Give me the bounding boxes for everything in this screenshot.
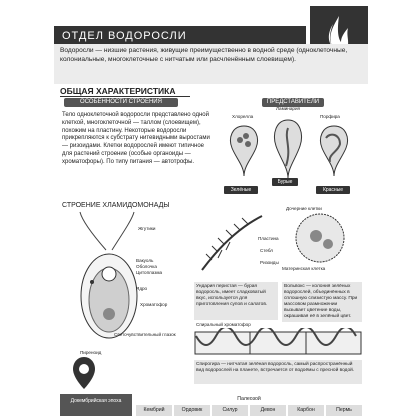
spirogyra-text: Спирогира — нитчатая зелёная водоросль, самый распространённый вид водорослей на планете, встречается от водоёмы с пресной водой. [194, 360, 362, 384]
features-label: ОСОБЕННОСТИ СТРОЕНИЯ [64, 98, 178, 107]
representatives-drawing [226, 118, 376, 188]
rep-name-0: Хлорелла [232, 114, 254, 119]
chlamydomonas-drawing [62, 210, 172, 350]
chl-label-1: Вакуоль [136, 258, 154, 263]
period-2: Силур [212, 405, 248, 416]
period-4: Карбон [288, 405, 324, 416]
page-title: ОТДЕЛ ВОДОРОСЛИ [54, 26, 306, 46]
features-text: Тело одноклеточной водоросли представлено одной клеткой, многоклеточной — таллом (слоевищем), похожим на пластину. Некоторые водоросли прикрепляются к субстрату нитевидными выростами — ризоидами. Клетки водорослей имеют типичное для растений строение (особые органоиды — хроматофоры). По типу питания — автотрофы. [62, 112, 210, 165]
location-pin-icon [72, 356, 96, 390]
chlamydomonas-title: СТРОЕНИЕ ХЛАМИДОМОНАДЫ [62, 202, 170, 209]
period-3: Девон [250, 405, 286, 416]
laminaria-text: Ундария перистая — бурая водоросль, имеет сладковатый вкус, используется для приготовления супов и салатов. [194, 282, 278, 320]
alga-part-0: Пластина [258, 236, 279, 241]
group-red: Красные [316, 186, 350, 194]
period-5: Пермь [326, 405, 362, 416]
chl-label-6: Светочувствительный глазок [114, 332, 176, 337]
period-0: Кембрий [136, 405, 172, 416]
group-green: Зелёные [224, 186, 258, 194]
volvox-drawing [286, 210, 350, 266]
alga-part-1: Стебл [260, 248, 273, 253]
spirogyra-label: Спиральный хроматофор [196, 322, 251, 327]
spirogyra-drawing [194, 328, 362, 358]
laminaria-drawing [194, 210, 268, 276]
chl-label-7: Пиреноид [80, 350, 102, 355]
chl-label-4: Ядро [136, 286, 148, 291]
rep-name-1: Ламинария [276, 106, 300, 111]
intro-text: Водоросли — низшие растения, живущие преимущественно в водной среде (одноклеточные, колониальные, многоклеточные с нитчатым или расчленённым слоевищем). [54, 44, 368, 84]
chl-label-0: Жгутики [138, 226, 156, 231]
period-1: Ордовик [174, 405, 210, 416]
chl-label-3: Цитоплазма [136, 270, 163, 275]
general-title: ОБЩАЯ ХАРАКТЕРИСТИКА [60, 86, 176, 96]
alga-part-2: Ризоиды [260, 260, 279, 265]
volvox-mother-label: Материнская клетка [282, 266, 326, 271]
chl-label-2: Оболочка [136, 264, 157, 269]
paleozoic-label: Палеозой [237, 396, 261, 402]
volvox-daughter-label: Дочерние клетки [286, 206, 322, 211]
chl-label-5: Хроматофор [140, 302, 168, 307]
group-brown: Бурые [272, 178, 298, 186]
representatives-label: ПРЕДСТАВИТЕЛИ [262, 98, 324, 107]
rep-name-2: Порфира [320, 114, 340, 119]
volvox-text: Вольвокс — колония зелёных водорослей, объединённых в сплошную слизистую массу. При массовом размножении вызывает цветение воды, окрашивая её в зелёный цвет. [282, 282, 362, 322]
precambrian-label: Докембрийская эпоха [60, 394, 132, 416]
